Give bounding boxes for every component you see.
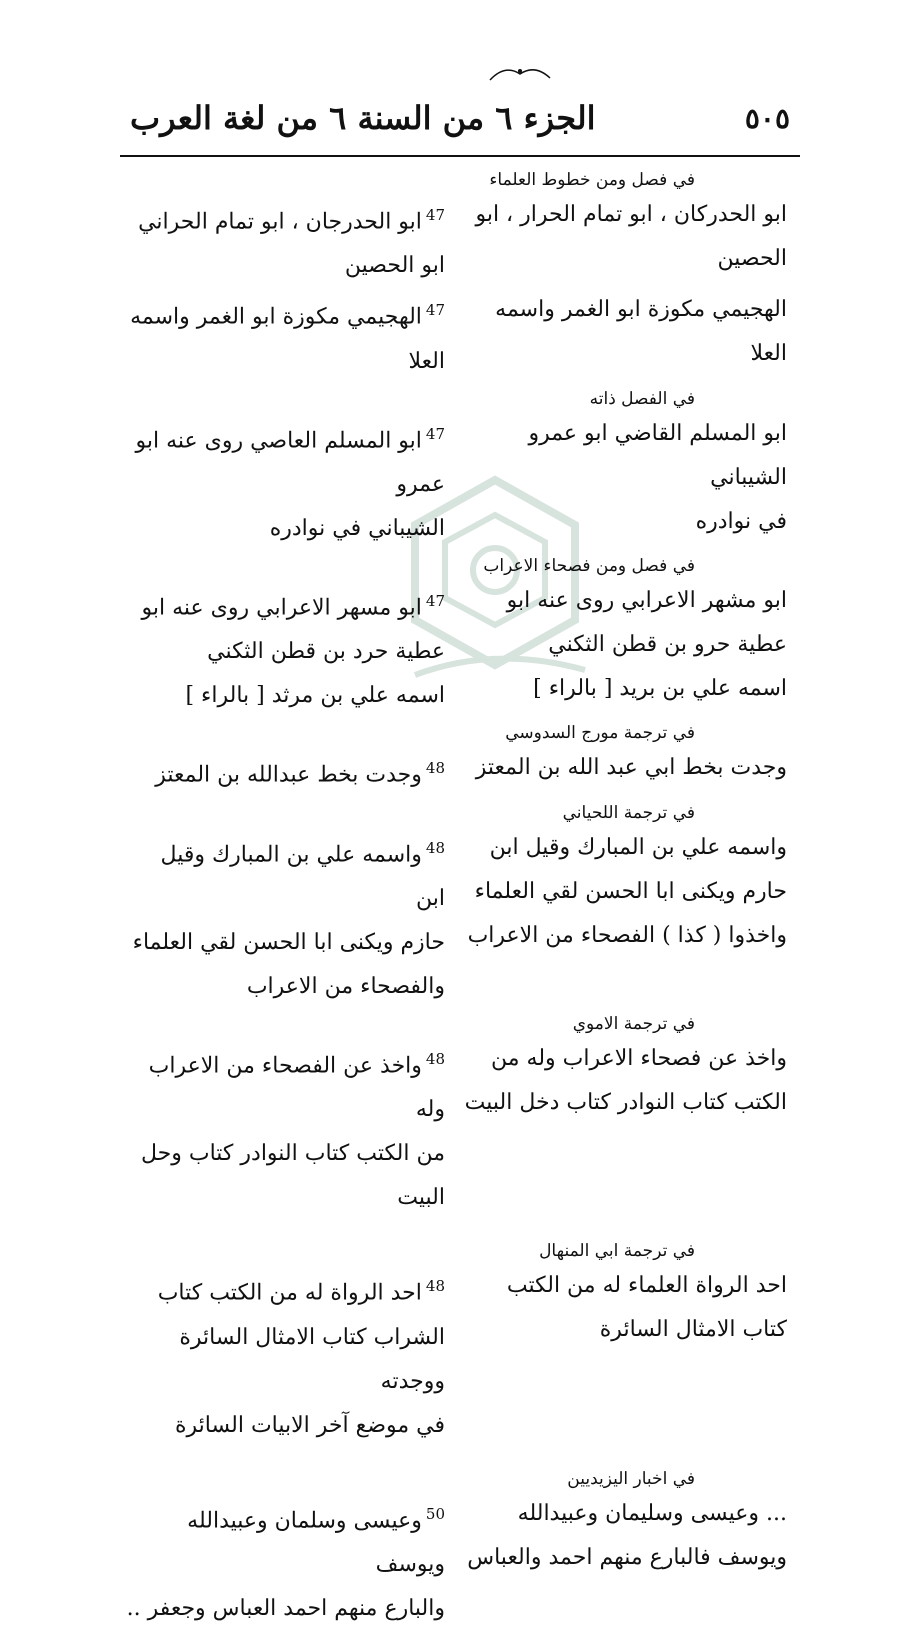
original-line: الحصين <box>717 246 787 271</box>
correction-line: الشراب كتاب الامثال السائرة ووجدته <box>179 1324 445 1394</box>
correction-line: عطية حرد بن قطن الثكني <box>207 639 445 665</box>
original-text-column <box>455 579 795 718</box>
section-title: في ترجمة اللحياني <box>562 802 695 823</box>
correction-text-column <box>125 1037 455 1220</box>
reference-number: 48 <box>425 1277 445 1296</box>
section-title: في فصل ومن خطوط العلماء <box>489 170 695 190</box>
entry-row <box>125 1492 795 1631</box>
correction-line <box>125 288 445 383</box>
original-line: وجدت بخط ابي عبد الله بن المعتز <box>475 755 787 781</box>
section-title: في ترجمة الاموي <box>572 1013 695 1034</box>
correction-line: حازم ويكنى ابا الحسن لقي العلماء <box>132 929 445 955</box>
entry-row <box>125 826 795 1009</box>
correction-line <box>125 193 445 244</box>
entry-row <box>125 579 795 718</box>
reference-number: 50 <box>425 1504 445 1523</box>
original-text-column <box>455 746 795 797</box>
correction-line <box>125 826 445 921</box>
original-line: عطية حرو بن قطن الثكني <box>548 631 787 657</box>
reference-number: 48 <box>425 838 445 857</box>
original-text-column <box>455 288 795 383</box>
original-line: ابو الحدركان ، ابو تمام الحرار ، ابو <box>475 202 787 227</box>
original-line: واخذ عن فصحاء الاعراب وله من <box>491 1045 787 1071</box>
correction-line: الشيباني في نوادره <box>269 515 445 541</box>
section-title: في ترجمة مورج السدوسي <box>505 723 695 744</box>
correction-text-column <box>125 826 455 1009</box>
section-title: في ترجمة ابي المنهال <box>539 1241 695 1262</box>
correction-text-column <box>125 579 455 718</box>
original-line: ... وعيسى وسليمان وعبيدالله <box>517 1500 787 1526</box>
correction-text-column <box>125 746 455 797</box>
correction-line: البيت <box>397 1185 445 1211</box>
entry-row <box>125 288 795 383</box>
original-text-column <box>455 1037 795 1220</box>
correction-line: ابو الحصين <box>344 253 445 279</box>
original-line: واخذوا ( كذا ) الفصحاء من الاعراب <box>467 922 787 948</box>
correction-text: واسمه علي بن المبارك وقيل ابن <box>160 841 445 911</box>
correction-text: ابو المسلم العاصي روى عنه ابو عمرو <box>135 427 445 497</box>
correction-text-column <box>125 193 455 288</box>
original-text-column <box>455 826 795 1009</box>
comparison-entries <box>125 165 795 1631</box>
section-title: في اخبار اليزيديين <box>567 1468 695 1489</box>
reference-number: 47 <box>425 591 445 610</box>
entry-row <box>125 746 795 797</box>
entry-row <box>125 193 795 288</box>
original-line: ويوسف فالبارع منهم احمد والعباس <box>467 1544 787 1570</box>
reference-number: 48 <box>425 759 445 778</box>
entry-row <box>125 412 795 551</box>
original-text-column <box>455 1264 795 1447</box>
section-title: في فصل ومن فصحاء الاعراب <box>483 555 695 576</box>
correction-line <box>125 1492 445 1587</box>
section-title: في الفصل ذاته <box>589 388 695 409</box>
header-ornament <box>485 62 555 84</box>
correction-line: اسمه علي بن مرثد [ بالراء ] <box>185 683 445 709</box>
original-line: كتاب الامثال السائرة <box>599 1317 787 1343</box>
correction-text-column <box>125 1264 455 1447</box>
correction-text-column <box>125 412 455 551</box>
reference-number: 47 <box>425 424 445 443</box>
correction-line: والبارع منهم احمد العباس وجعفر .. <box>126 1595 445 1621</box>
correction-text: الهجيمي مكوزة ابو الغمر واسمه العلا <box>130 304 445 374</box>
reference-number: 47 <box>425 206 445 224</box>
correction-text: وعيسى وسلمان وعبيدالله ويوسف <box>187 1507 445 1577</box>
reference-number: 48 <box>425 1049 445 1068</box>
correction-text: ابو مسهر الاعرابي روى عنه ابو <box>141 595 422 621</box>
header-title: الجزء ٦ من السنة ٦ من لغة العرب <box>130 99 596 137</box>
correction-line <box>125 412 445 507</box>
correction-line: والفصحاء من الاعراب <box>246 973 445 999</box>
original-text-column <box>455 193 795 288</box>
correction-line <box>125 1264 445 1315</box>
correction-text: احد الرواة له من الكتب كتاب <box>157 1280 422 1306</box>
original-line: حارم ويكنى ابا الحسن لقي العلماء <box>474 878 787 904</box>
original-line: ابو مشهر الاعرابي روى عنه ابو <box>506 587 787 613</box>
correction-line <box>125 1037 445 1132</box>
page-number: ٥٠٥ <box>744 101 790 135</box>
original-line: ابو المسلم القاضي ابو عمرو الشيباني <box>528 420 787 490</box>
original-line: الهجيمي مكوزة ابو الغمر واسمه العلا <box>495 297 787 367</box>
header-rule <box>120 155 800 157</box>
correction-text-column <box>125 1492 455 1631</box>
original-text-column <box>455 1492 795 1631</box>
original-text-column <box>455 412 795 551</box>
page-header <box>130 88 790 148</box>
correction-text-column <box>125 288 455 383</box>
spacer <box>125 1220 795 1236</box>
spacer <box>125 1448 795 1464</box>
correction-line <box>125 579 445 630</box>
reference-number: 47 <box>425 301 445 320</box>
correction-text: واخذ عن الفصحاء من الاعراب وله <box>148 1053 445 1123</box>
correction-line: في موضع آخر الابيات السائرة <box>175 1412 445 1438</box>
correction-text: ابو الحدرجان ، ابو تمام الحراني <box>138 209 422 235</box>
entry-row <box>125 1264 795 1447</box>
original-line: واسمه علي بن المبارك وقيل ابن <box>489 834 787 860</box>
entry-row <box>125 1037 795 1220</box>
correction-text: وجدت بخط عبدالله بن المعتز <box>155 762 422 788</box>
original-line: الكتب كتاب النوادر كتاب دخل البيت <box>464 1089 787 1115</box>
correction-line: من الكتب كتاب النوادر كتاب وحل <box>141 1141 445 1167</box>
correction-line <box>125 746 445 797</box>
original-line: اسمه علي بن بريد [ بالراء ] <box>533 675 787 701</box>
original-line: في نوادره <box>695 508 787 534</box>
original-line: احد الرواة العلماء له من الكتب <box>506 1273 787 1299</box>
